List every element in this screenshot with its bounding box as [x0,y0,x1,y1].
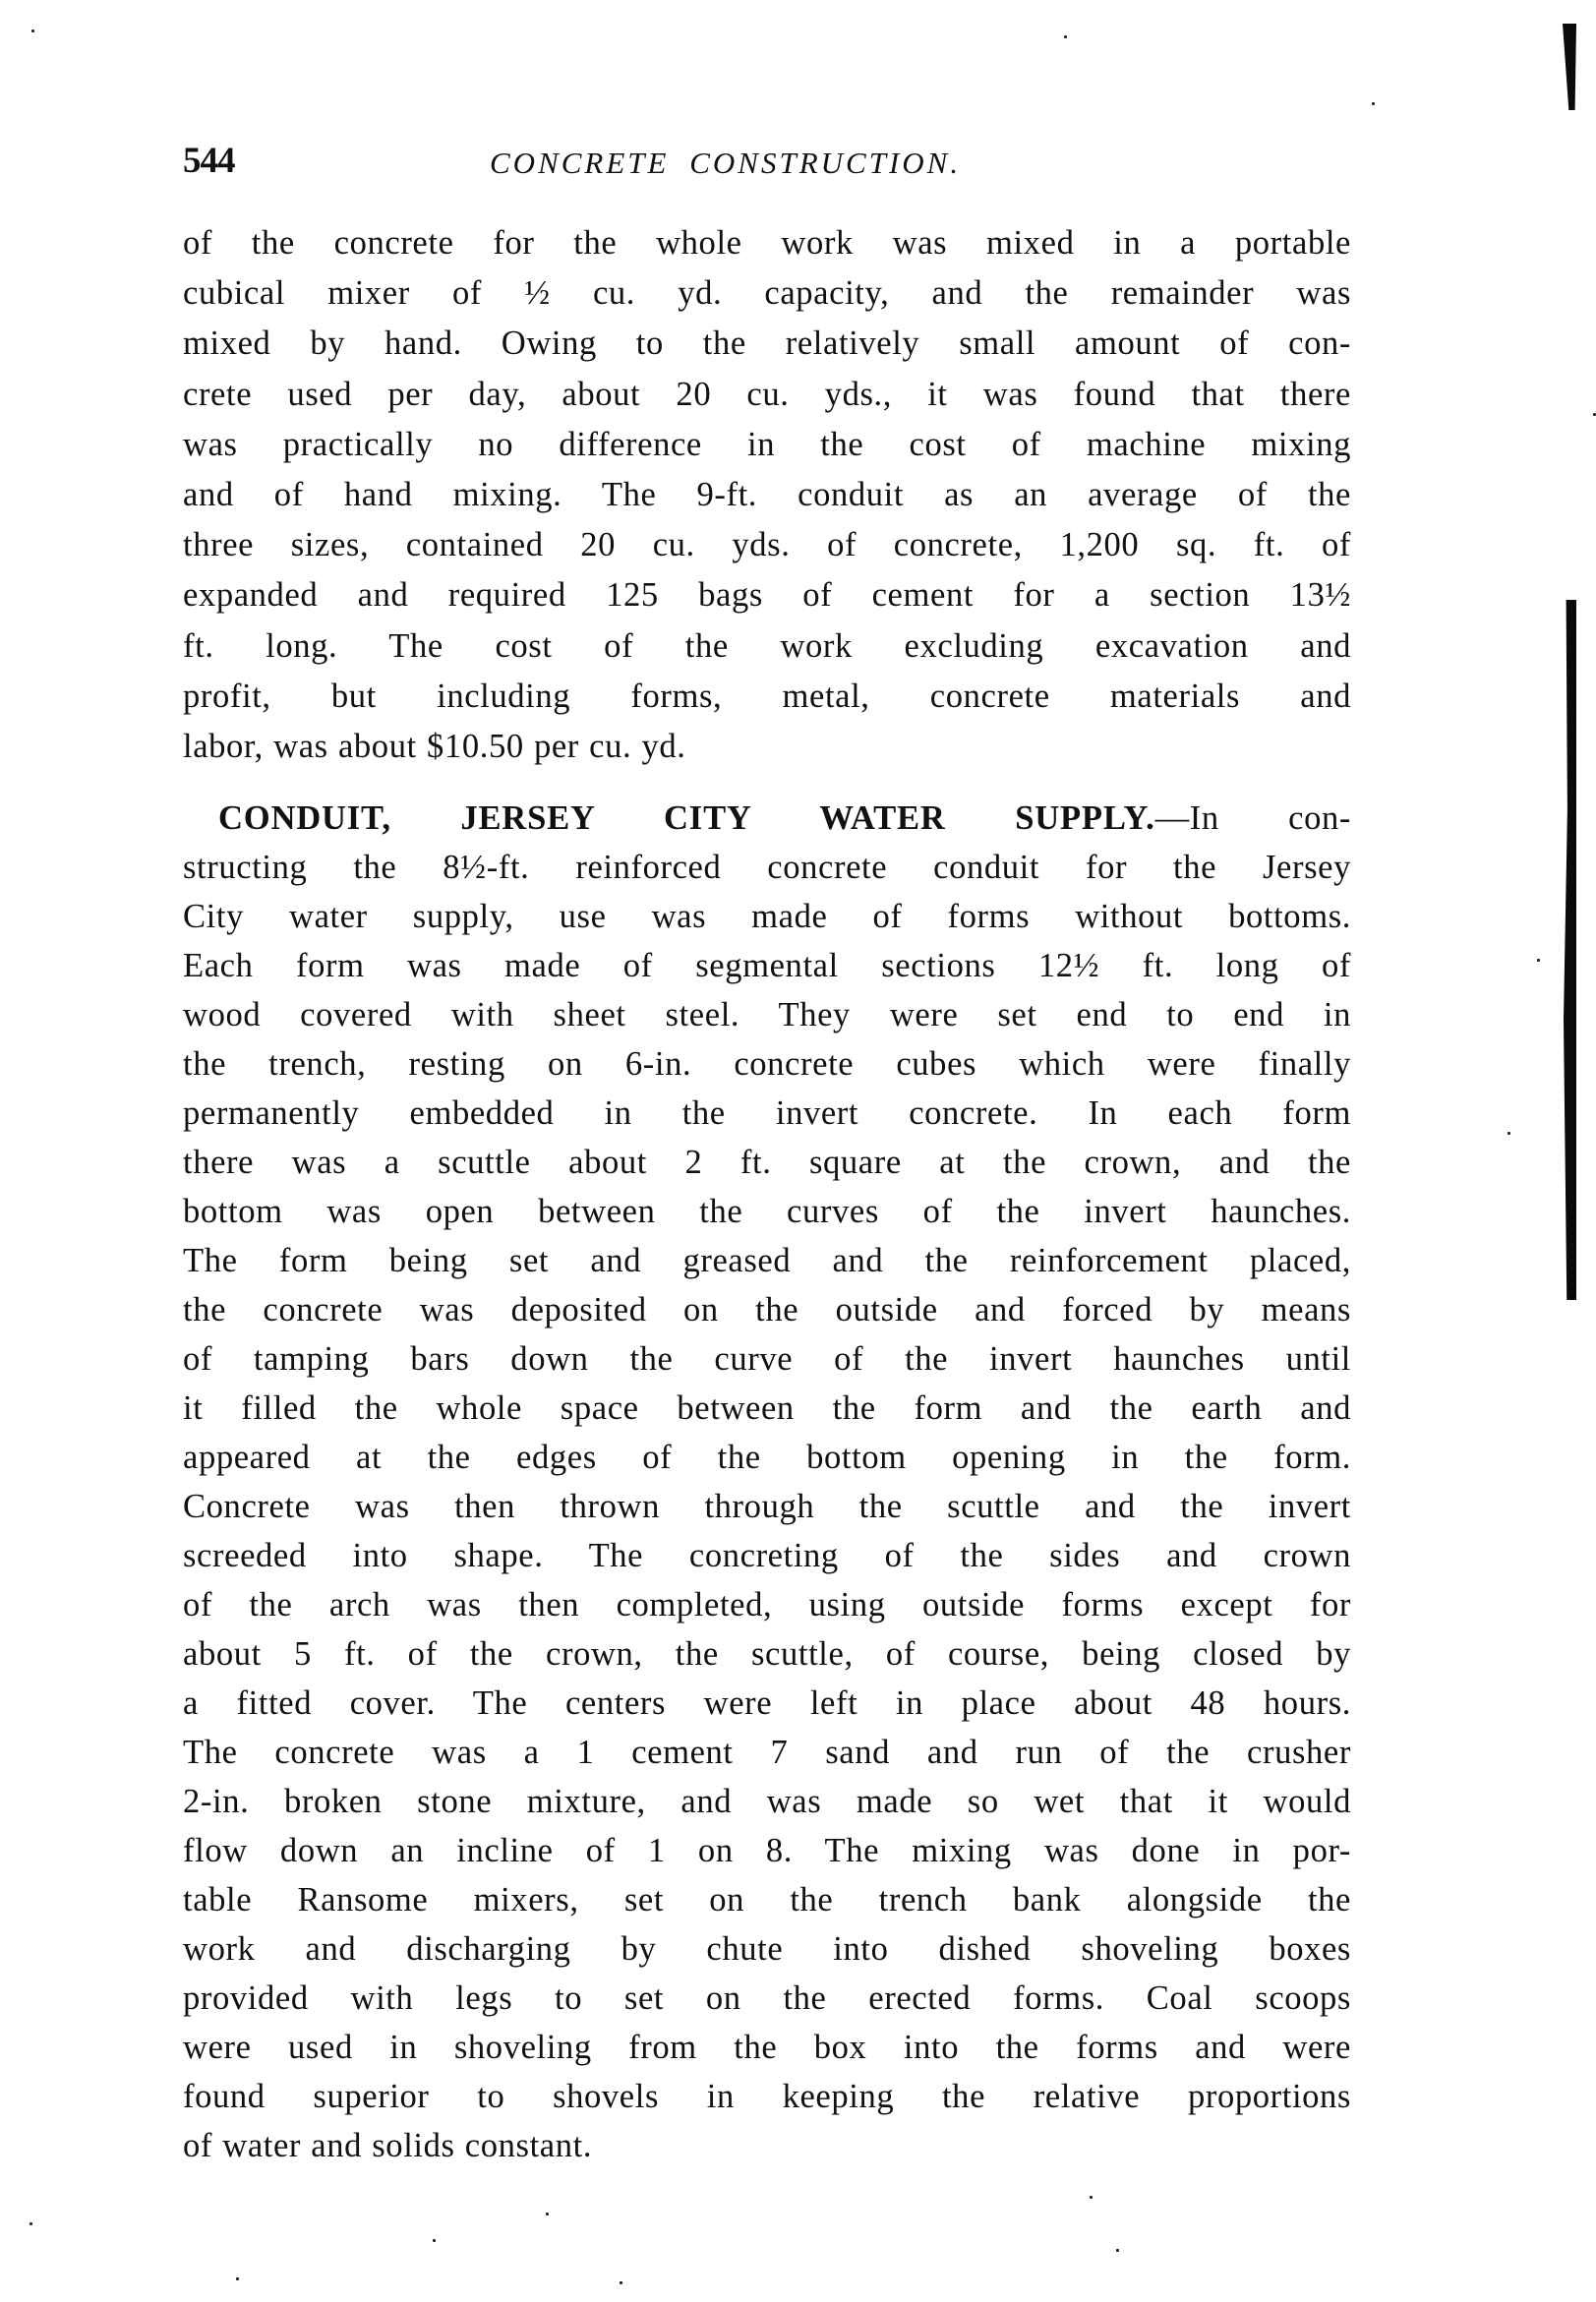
text-line: wood covered with sheet steel. They were set end to end in [183,996,1351,1034]
scan-speck [236,2277,239,2280]
text-line: City water supply, use was made of forms without bottoms. [183,898,1351,936]
text-line: the concrete was deposited on the outside and forced by means [183,1291,1351,1329]
text-line: appeared at the edges of the bottom opening in the form. [183,1439,1351,1477]
text-line: The concrete was a 1 cement 7 sand and run of the crusher [183,1734,1351,1772]
text-line: work and discharging by chute into dished shoveling boxes [183,1930,1351,1969]
running-header [183,138,1351,187]
scan-edge-mark-right [1564,600,1576,1300]
text-line: structing the 8½-ft. reinforced concrete conduit for the Jersey [183,849,1351,887]
running-title: CONCRETE CONSTRUCTION. [490,146,962,180]
text-line: of water and solids constant. [183,2127,593,2165]
text-line: profit, but including forms, metal, concrete materials and [183,677,1351,715]
text-line: of the arch was then completed, using outside forms except for [183,1586,1351,1624]
text-line: 2-in. broken stone mixture, and was made so wet that it would [183,1783,1351,1821]
scan-speck [30,2222,32,2225]
scan-speck [620,2281,622,2284]
text-line: it filled the whole space between the form and the earth and [183,1389,1351,1428]
body-text [183,218,1351,2170]
scan-speck [31,30,34,32]
scan-speck [1090,2196,1093,2199]
text-line: screeded into shape. The concreting of the sides and crown [183,1537,1351,1575]
scan-speck [1507,1132,1510,1135]
text-line: of the concrete for the whole work was mixed in a portable [183,224,1351,262]
text-line: Concrete was then thrown through the scuttle and the invert [183,1488,1351,1526]
paragraph-concrete-mixing [183,218,1351,772]
text-line: crete used per day, about 20 cu. yds., it was found that there [183,375,1351,413]
text-line: ft. long. The cost of the work excluding excavation and [183,626,1351,665]
text-line: there was a scuttle about 2 ft. square at the crown, and the [183,1144,1351,1182]
scan-speck [433,2239,436,2242]
scan-speck [1064,35,1067,38]
text-line: flow down an incline of 1 on 8. The mixing was done in por- [183,1832,1351,1870]
text-line: and of hand mixing. The 9-ft. conduit as an average of the [183,476,1351,514]
text-line [183,794,1351,843]
text-line: the trench, resting on 6-in. concrete cubes which were finally [183,1045,1351,1084]
scan-speck [1537,959,1540,962]
text-line: table Ransome mixers, set on the trench bank alongside the [183,1881,1351,1919]
page-number: 544 [183,141,235,181]
scan-speck [546,2213,549,2215]
text-line: about 5 ft. of the crown, the scuttle, of course, being closed by [183,1635,1351,1674]
scan-edge-mark-top [1563,24,1576,110]
text-line: The form being set and greased and the reinforcement placed, [183,1242,1351,1280]
text-line: three sizes, contained 20 cu. yds. of concrete, 1,200 sq. ft. of [183,526,1351,564]
text-line: mixed by hand. Owing to the relatively small amount of con- [183,325,1351,363]
text-line: provided with legs to set on the erected forms. Coal scoops [183,1979,1351,2018]
text-line: a fitted cover. The centers were left in place about 48 hours. [183,1684,1351,1723]
section-heading: CONDUIT, JERSEY CITY WATER SUPPLY. [218,799,1155,838]
scan-speck [1116,2249,1119,2252]
text-line: labor, was about $10.50 per cu. yd. [183,728,686,766]
text-line: cubical mixer of ½ cu. yd. capacity, and the remainder was [183,274,1351,313]
text-line: bottom was open between the curves of the invert haunches. [183,1193,1351,1231]
text-line: were used in shoveling from the box into the forms and were [183,2029,1351,2067]
text-line: was practically no difference in the cost of machine mixing [183,425,1351,463]
text-line: found superior to shovels in keeping the relative proportions [183,2078,1351,2116]
scan-speck [1372,102,1375,105]
paragraph-jersey-city-conduit [183,794,1351,2170]
text-line: permanently embedded in the invert concrete. In each form [183,1094,1351,1133]
text-line: of tamping bars down the curve of the invert haunches until [183,1340,1351,1379]
text-line: Each form was made of segmental sections 12½ ft. long of [183,947,1351,985]
text-line: expanded and required 125 bags of cement for a section 13½ [183,576,1351,615]
heading-continuation: —In con- [1154,799,1351,838]
